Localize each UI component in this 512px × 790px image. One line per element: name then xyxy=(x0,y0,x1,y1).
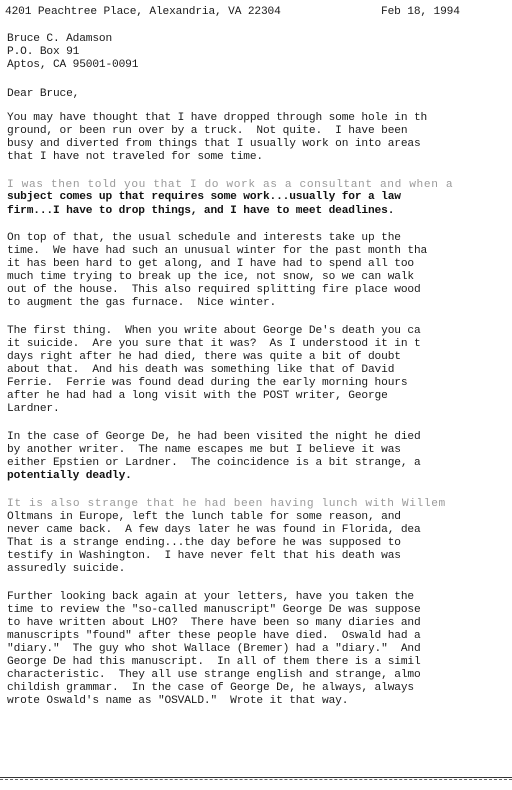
paragraph-line: much time trying to break up the ice, not snow, so we can walk xyxy=(7,271,414,283)
paragraph-line: time to review the "so-called manuscript" George De was suppose xyxy=(7,604,421,616)
paragraph-line: You may have thought that I have dropped through some hole in th xyxy=(7,112,428,124)
paragraph-line: subject comes up that requires some work...usually for a law xyxy=(7,191,401,203)
paragraph-line: Lardner. xyxy=(7,403,60,415)
paragraph-line: That is a strange ending...the day before he was supposed to xyxy=(7,537,401,549)
paragraph-line: testify in Washington. I have never felt that his death was xyxy=(7,550,401,562)
paragraph-line: Ferrie. Ferrie was found dead during the early morning hours xyxy=(7,377,408,389)
letter-date: Feb 18, 1994 xyxy=(381,6,460,18)
sender-address: 4201 Peachtree Place, Alexandria, VA 22304 xyxy=(5,6,281,18)
paragraph-line: out of the house. This also required splitting fire place wood xyxy=(7,284,421,296)
paragraph-line: wrote Oswald's name as "OSVALD." Wrote it that way. xyxy=(7,695,349,707)
paragraph-line: by another writer. The name escapes me but I believe it was xyxy=(7,444,401,456)
paragraph-line: childish grammar. In the case of George De, he always, always xyxy=(7,682,414,694)
paragraph-line: assuredly suicide. xyxy=(7,563,126,575)
paragraph-line: never came back. A few days later he was found in Florida, dea xyxy=(7,524,421,536)
paragraph-line: either Epstien or Lardner. The coincidence is a bit strange, a xyxy=(7,457,421,469)
paragraph-line: George De had this manuscript. In all of them there is a simil xyxy=(7,656,421,668)
paragraph-line: Further looking back again at your letters, have you taken the xyxy=(7,591,414,603)
paragraph-line: after he had had a long visit with the POST writer, George xyxy=(7,390,388,402)
page-bottom-edge xyxy=(0,777,512,778)
paragraph-line-faded: It is also strange that he had been having lunch with Willem xyxy=(7,498,446,510)
paragraph-line: The first thing. When you write about George De's death you ca xyxy=(7,325,421,337)
paragraph-line: characteristic. They all use strange english and strange, almo xyxy=(7,669,421,681)
paragraph-line: manuscripts "found" after these people have died. Oswald had a xyxy=(7,630,421,642)
paragraph-line: busy and diverted from things that I usually work on into areas xyxy=(7,138,421,150)
paragraph-line: it suicide. Are you sure that it was? As I understood it in t xyxy=(7,338,421,350)
paragraph-line: firm...I have to drop things, and I have to meet deadlines. xyxy=(7,205,395,217)
paragraph-line: ground, or been run over by a truck. Not quite. I have been xyxy=(7,125,408,137)
recipient-city: Aptos, CA 95001-0091 xyxy=(7,59,139,71)
paragraph-line: On top of that, the usual schedule and interests take up the xyxy=(7,232,401,244)
paragraph-line-faded: I was then told you that I do work as a consultant and when a xyxy=(7,179,454,191)
paragraph-line: In the case of George De, he had been visited the night he died xyxy=(7,431,421,443)
paragraph-line: to have written about LHO? There have been so many diaries and xyxy=(7,617,421,629)
page-bottom-scan-artifact xyxy=(0,779,512,780)
paragraph-line: that I have not traveled for some time. xyxy=(7,151,263,163)
paragraph-line: about that. And his death was something like that of David xyxy=(7,364,395,376)
recipient-po-box: P.O. Box 91 xyxy=(7,46,80,58)
paragraph-line: days right after he had died, there was quite a bit of doubt xyxy=(7,351,401,363)
paragraph-line: it has been hard to get along, and I have had to spend all too xyxy=(7,258,414,270)
paragraph-line: to augment the gas furnace. Nice winter. xyxy=(7,297,277,309)
recipient-name: Bruce C. Adamson xyxy=(7,33,113,45)
paragraph-line: potentially deadly. xyxy=(7,470,132,482)
paragraph-line: Oltmans in Europe, left the lunch table for some reason, and xyxy=(7,511,401,523)
salutation: Dear Bruce, xyxy=(7,88,80,100)
paragraph-line: "diary." The guy who shot Wallace (Bremer) had a "diary." And xyxy=(7,643,421,655)
paragraph-line: time. We have had such an unusual winter for the past month tha xyxy=(7,245,428,257)
